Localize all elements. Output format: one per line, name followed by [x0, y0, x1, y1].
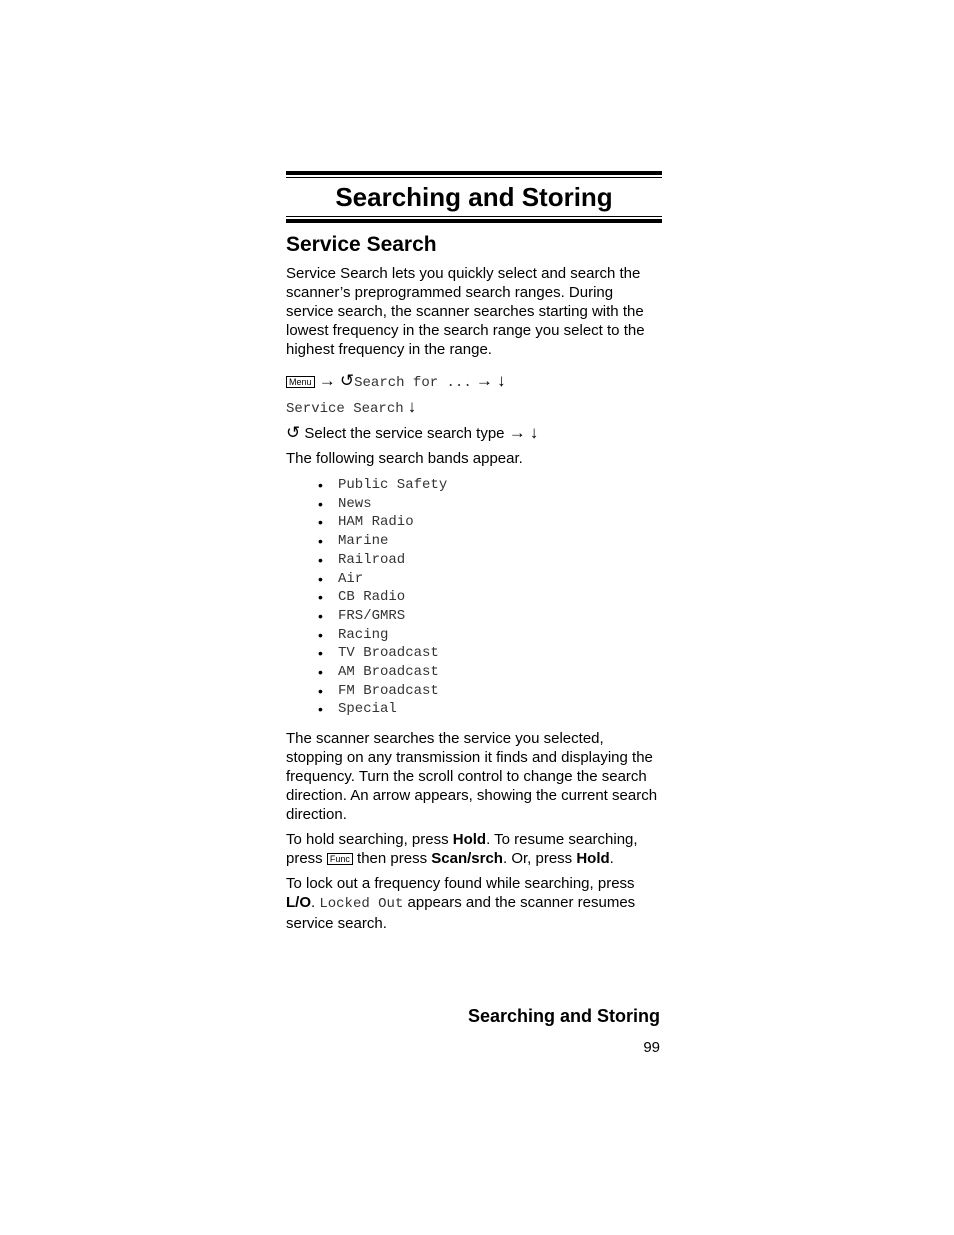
list-item: • CB Radio — [318, 588, 662, 607]
top-rule-thin — [286, 177, 662, 178]
lockout-paragraph — [286, 874, 662, 933]
list-item: • News — [318, 495, 662, 514]
search-bands-list — [318, 476, 662, 719]
lo-key: L/O — [286, 894, 311, 912]
section-title: Service Search — [286, 233, 437, 256]
page-content — [286, 171, 662, 939]
arrow-down-icon: ↓ — [529, 423, 539, 442]
display-search-for: Search for ... — [354, 375, 472, 391]
list-item: • TV Broadcast — [318, 644, 662, 663]
page-number: 99 — [643, 1039, 660, 1056]
hold-text-4: . Or, press — [502, 850, 577, 868]
hold-text-1: To hold searching, press — [286, 831, 453, 849]
arrow-down-icon: ↓ — [497, 371, 506, 390]
display-service-search: Service Search — [286, 401, 404, 417]
arrow-right-icon: → — [475, 371, 493, 390]
display-locked-out: Locked Out — [319, 896, 404, 913]
list-item: • HAM Radio — [318, 513, 662, 532]
list-item: • FM Broadcast — [318, 682, 662, 701]
arrow-right-icon: → — [318, 371, 336, 390]
lockout-text-1: To lock out a frequency found while searching, press — [286, 875, 635, 893]
list-item: • FRS/GMRS — [318, 607, 662, 626]
hold-key: Hold — [576, 850, 610, 868]
hold-text-5: . — [609, 850, 614, 868]
chapter-title: Searching and Storing — [335, 182, 613, 212]
top-rule-thick — [286, 171, 662, 175]
scroll-icon: ↺ — [286, 423, 301, 442]
list-item: • Railroad — [318, 551, 662, 570]
step-line-2 — [286, 395, 662, 421]
list-item: • AM Broadcast — [318, 663, 662, 682]
list-item: • Marine — [318, 532, 662, 551]
func-key: Func — [327, 853, 353, 865]
menu-key: Menu — [286, 376, 315, 388]
step-line-3 — [286, 421, 662, 445]
select-type-text: Select the service search type — [304, 425, 505, 442]
step-line-1 — [286, 369, 662, 395]
list-item: • Public Safety — [318, 476, 662, 495]
list-item: • Air — [318, 570, 662, 589]
intro-paragraph: Service Search lets you quickly select and search the scanner’s preprogrammed search ranges. During service search, the scanner searches starting with the lowest frequency in the search range you select to the highest frequency in the range. — [286, 265, 645, 358]
list-item: • Special — [318, 700, 662, 719]
footer-title: Searching and Storing — [467, 1006, 660, 1026]
scroll-icon: ↺ — [339, 371, 355, 390]
bottom-rule-thick — [286, 219, 662, 223]
hold-paragraph — [286, 830, 662, 868]
list-item: • Racing — [318, 626, 662, 645]
lockout-text-2: . — [311, 894, 320, 912]
search-paragraph: The scanner searches the service you selected, stopping on any transmission it finds and displaying the frequency. Turn the scroll control to change the search direction. An arrow appears, showing the current search direction. — [286, 730, 658, 824]
arrow-down-icon: ↓ — [407, 397, 417, 416]
bottom-rule-thin — [286, 216, 662, 217]
hold-text-2: . To resume searching, press — [286, 831, 638, 868]
bands-intro: The following search bands appear. — [286, 450, 523, 467]
hold-text-3: then press — [352, 850, 432, 868]
scan-srch-key: Scan/srch — [431, 850, 503, 868]
menu-steps — [286, 369, 662, 445]
lockout-text-3: appears and the scanner resumes service search. — [286, 894, 636, 933]
arrow-right-icon: → — [508, 423, 526, 442]
hold-key: Hold — [452, 831, 487, 849]
